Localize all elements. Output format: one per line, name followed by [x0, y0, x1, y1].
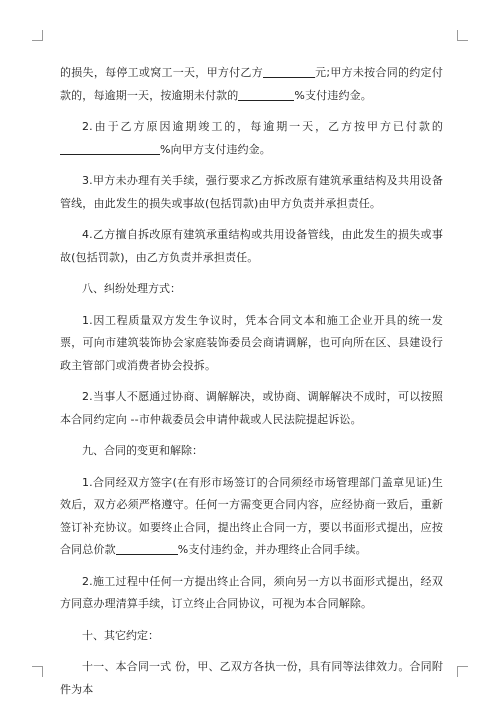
paragraph-loss-clause — [60, 62, 443, 107]
paragraph-contract-change — [60, 472, 443, 562]
blank-delay-rate — [60, 142, 160, 155]
paragraph-delay-penalty — [60, 116, 443, 161]
section-heading-dispute: 八、纠纷处理方式： — [82, 282, 181, 295]
crop-mark-top-right — [457, 30, 468, 41]
text-segment: 1.合同经双方签字(在有形市场签订的合同须经市场管理部门盖章见证)生效后，双方必须严格遵守。任何一方需变更合同内容，应经协商一致后，重新签订补充协议。如要终止合同，提出终止合同一方，要以书面形式提出，应按合同总价款 — [60, 475, 443, 556]
paragraph-party-a-liability: 3.甲方未办理有关手续，强行要求乙方拆改原有建筑承重结构及共用设备管线，由此发生的损失或事故(包括罚款)由甲方负责并承担责任。 — [60, 174, 443, 210]
blank-amount-per-day — [263, 65, 315, 78]
text-segment: %支付违约金。 — [294, 88, 372, 102]
text-segment: 2.由于乙方原因逾期竣工的，每逾期一天，乙方按甲方已付款的 — [82, 120, 443, 133]
paragraph-dispute-mediation: 1.因工程质量双方发生争议时，凭本合同文本和施工企业开具的统一发票，可向市建筑装饰协会家庭装饰委员会商请调解，也可向所在区、县建设行政主管部门或消费者协会投拆。 — [60, 313, 443, 372]
text-segment: 元;甲方未按合同的约定付款的，每逾期一天，按逾期未付款的 — [60, 66, 443, 102]
paragraph-copies: 十一、本合同一式 份，甲、乙双方各执一份，具有同等法律效力。合同附件为本 — [60, 660, 443, 696]
section-heading-change-termination: 九、合同的变更和解除： — [82, 444, 203, 457]
document-body — [60, 62, 443, 710]
blank-late-payment-rate — [238, 88, 294, 101]
text-segment: %支付违约金，并办理终止合同手续。 — [177, 543, 367, 556]
text-segment: %向甲方支付违约金。 — [160, 142, 271, 156]
paragraph-contract-termination: 2.施工过程中任何一方提出终止合同，须向另一方以书面形式提出，经双方同意办理清算手续，订立终止合同协议，可视为本合同解除。 — [60, 574, 443, 610]
section-heading-other: 十、其它约定： — [82, 628, 159, 642]
paragraph-dispute-arbitration: 2.当事人不愿通过协商、调解解决，或协商、调解解决不成时，可以按照本合同约定向 --市仲裁委员会申请仲裁或人民法院提起诉讼。 — [60, 390, 443, 426]
text-segment: 的损失，每停工或窝工一天，甲方付乙方 — [60, 66, 263, 79]
blank-termination-rate — [116, 542, 178, 555]
crop-mark-top-left — [32, 30, 43, 41]
crop-mark-bottom-right — [457, 666, 468, 677]
paragraph-party-b-liability: 4.乙方擅自拆改原有建筑承重结构或共用设备管线，由此发生的损失或事故(包括罚款)，由乙方负责并承担责任。 — [60, 228, 443, 264]
crop-mark-bottom-left — [32, 666, 43, 677]
